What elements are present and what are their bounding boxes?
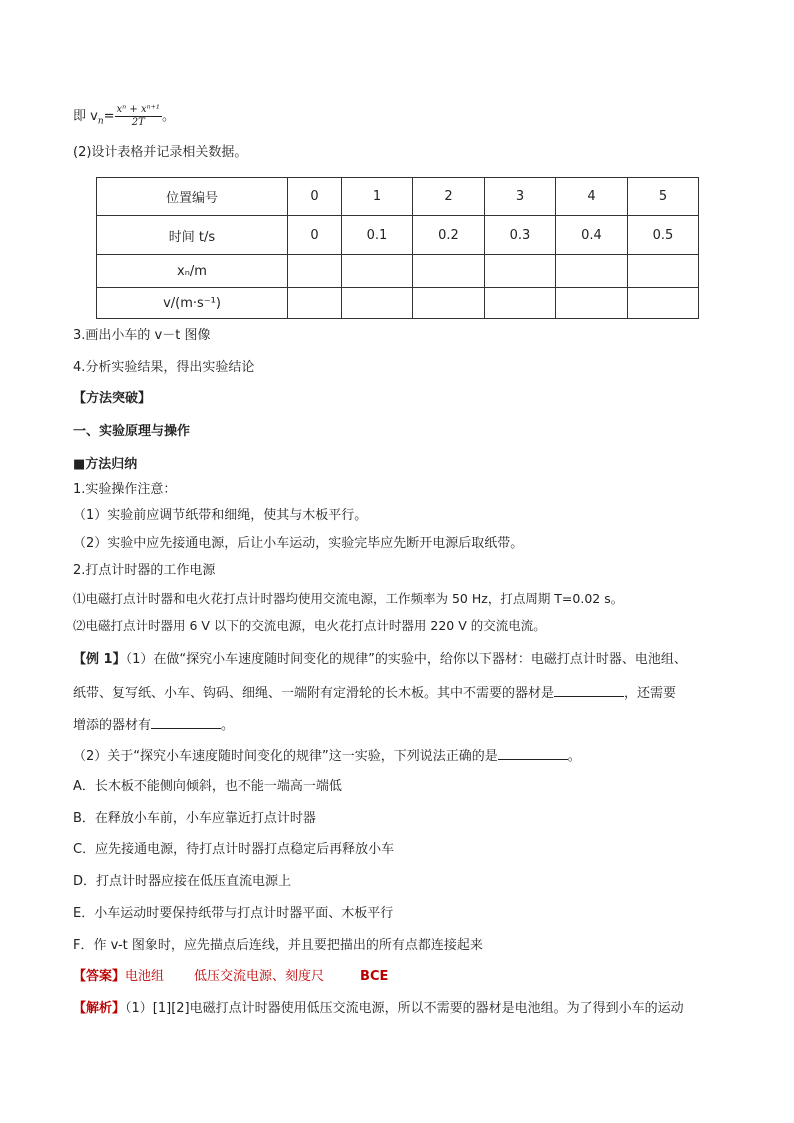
formula-eq: = <box>103 109 115 124</box>
note-2-title: 2.打点计时器的工作电源 <box>73 563 216 578</box>
table-cell: 5 <box>628 178 699 216</box>
table-cell: 3 <box>485 178 556 216</box>
option-f: F．作 v-t 图象时，应先描点后连线，并且要把描出的所有点都连接起来 <box>73 938 483 953</box>
example-q1-line3b: 。 <box>221 718 235 733</box>
answer-3: BCE <box>360 969 389 984</box>
formula-denominator: 2T <box>131 117 145 128</box>
example-question-2 <box>73 746 581 766</box>
answer-blank-1[interactable] <box>554 683 624 697</box>
table-cell: 0 <box>288 216 342 255</box>
table-cell <box>628 255 699 288</box>
table-cell: 0.4 <box>556 216 628 255</box>
velocity-formula <box>73 104 175 131</box>
table-cell: 0.3 <box>485 216 556 255</box>
formula-numerator: xⁿ + xⁿ⁺¹ <box>116 104 160 115</box>
note-2-a: ⑴电磁打点计时器和电火花打点计时器均使用交流电源，工作频率为 50 Hz，打点周期 T=0.02 s。 <box>73 591 624 606</box>
example-q1-line2b: ，还需要 <box>624 686 677 701</box>
section-1-title: 一、实验原理与操作 <box>73 424 191 439</box>
note-1-b: （2）实验中应先接通电源，后让小车运动，实验完毕应先断开电源后取纸带。 <box>73 536 524 551</box>
table-cell <box>288 255 342 288</box>
table-row <box>97 255 699 288</box>
method-title: 【方法突破】 <box>73 391 152 406</box>
table-cell <box>342 255 413 288</box>
table-row-header: v/(m·s⁻¹) <box>97 288 288 319</box>
analysis-line <box>73 1000 684 1018</box>
answer-1: 电池组 <box>125 969 165 984</box>
formula-suffix: 。 <box>161 109 175 124</box>
note-1-title: 1.实验操作注意： <box>73 482 177 497</box>
data-table <box>96 177 699 319</box>
table-row <box>97 288 699 319</box>
table-cell: 0.5 <box>628 216 699 255</box>
option-e: E．小车运动时要保持纸带与打点计时器平面、木板平行 <box>73 906 394 921</box>
table-cell <box>485 255 556 288</box>
formula-prefix: 即 v <box>73 109 98 124</box>
example-question-1-line-1 <box>73 651 687 669</box>
option-b: B．在释放小车前，小车应靠近打点计时器 <box>73 811 316 826</box>
example-q1-line3a: 增添的器材有 <box>73 718 152 733</box>
table-cell <box>288 288 342 319</box>
table-cell <box>628 288 699 319</box>
example-q1-line2a: 纸带、复写纸、小车、钩码、细绳、一端附有定滑轮的长木板。其中不需要的器材是 <box>73 686 555 701</box>
answer-blank-2[interactable] <box>151 715 221 729</box>
table-cell <box>556 255 628 288</box>
example-q2a: （2）关于“探究小车速度随时间变化的规律”这一实验，下列说法正确的是 <box>73 749 498 764</box>
note-2-b: ⑵电磁打点计时器用 6 V 以下的交流电源，电火花打点计时器用 220 V 的交流电流。 <box>73 618 546 633</box>
table-cell: 0.2 <box>413 216 485 255</box>
example-q2b: 。 <box>567 749 581 764</box>
analysis-text: （1）[1][2]电磁打点计时器使用低压交流电源，所以不需要的器材是电池组。为了得到小车的运动 <box>125 1001 684 1016</box>
method-summary-heading: ■方法归纳 <box>73 457 138 472</box>
example-question-1-line-2 <box>73 683 676 703</box>
table-row-header: xₙ/m <box>97 255 288 288</box>
answer-blank-3[interactable] <box>498 746 568 760</box>
table-cell: 4 <box>556 178 628 216</box>
example-question-1-line-3 <box>73 715 234 735</box>
table-cell <box>342 288 413 319</box>
note-1-a: （1）实验前应调节纸带和细绳，使其与木板平行。 <box>73 508 368 523</box>
formula-sub: n <box>97 116 104 127</box>
answer-line <box>73 968 388 986</box>
table-row-header: 时间 t/s <box>97 216 288 255</box>
formula-fraction <box>115 104 162 129</box>
analysis-label: 【解析】 <box>73 1001 126 1016</box>
table-cell <box>413 288 485 319</box>
table-cell: 0.1 <box>342 216 413 255</box>
step-2-text: (2)设计表格并记录相关数据。 <box>73 145 248 160</box>
option-d: D．打点计时器应接在低压直流电源上 <box>73 874 292 889</box>
option-c: C．应先接通电源，待打点计时器打点稳定后再释放小车 <box>73 842 395 857</box>
table-cell <box>485 288 556 319</box>
table-cell: 2 <box>413 178 485 216</box>
table-row-header: 位置编号 <box>97 178 288 216</box>
table-row <box>97 178 699 216</box>
example-label: 【例 1】 <box>73 652 126 667</box>
example-q1-line1: （1）在做“探究小车速度随时间变化的规律”的实验中，给你以下器材：电磁打点计时器、电池组、 <box>125 652 687 667</box>
answer-label: 【答案】 <box>73 969 126 984</box>
step-4-text: 4.分析实验结果，得出实验结论 <box>73 360 255 375</box>
table-cell: 1 <box>342 178 413 216</box>
option-a: A．长木板不能侧向倾斜，也不能一端高一端低 <box>73 779 342 794</box>
table-row <box>97 216 699 255</box>
step-3-text: 3.画出小车的 v－t 图像 <box>73 328 211 343</box>
answer-2: 低压交流电源、刻度尺 <box>194 969 325 984</box>
table-cell <box>556 288 628 319</box>
table-cell <box>413 255 485 288</box>
table-cell: 0 <box>288 178 342 216</box>
